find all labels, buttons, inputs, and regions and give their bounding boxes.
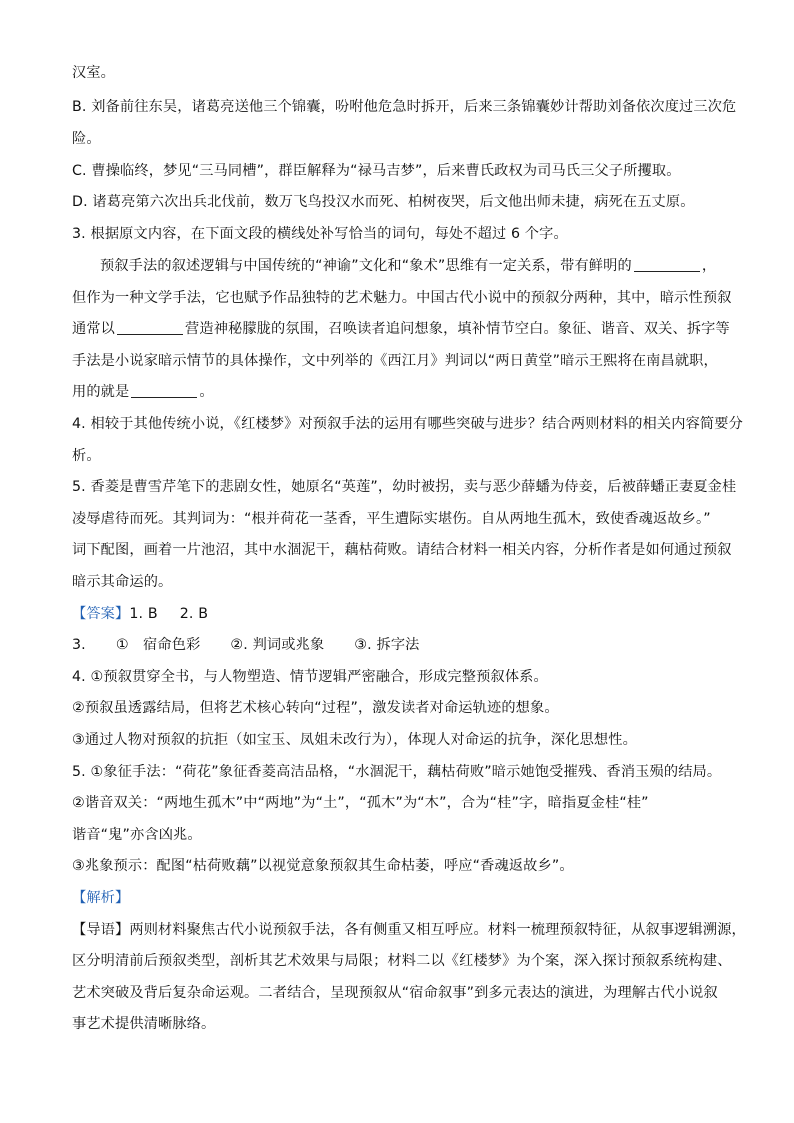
analysis-label: 【解析】 [72, 890, 130, 906]
answer-3-part-2: ②. 判词或兆象 [230, 637, 325, 653]
answer-4-line-1: 4. ①预叙贯穿全书，与人物塑造、情节逻辑严密融合，形成完整预叙体系。 [72, 669, 548, 685]
fill-paragraph-line [72, 319, 732, 339]
fill-paragraph-line [100, 256, 732, 276]
intro-line [72, 920, 746, 940]
text-line: 词下配图，画着一片池沼，其中水涸泥干，藕枯荷败。请结合材料一相关内容，分析作者是如何通过预叙 [72, 542, 732, 558]
text-line: 析。 [72, 448, 101, 464]
text-segment: 。 [199, 384, 214, 400]
text-line: 但作为一种文学手法，它也赋予作品独特的艺术魅力。中国古代小说中的预叙分两种，其中，暗示性预叙 [72, 290, 732, 306]
answer-5-line-2: ②谐音双关：“两地生孤木”中“两地”为“土”，“孤木”为“木”，合为“桂”字，暗指夏金桂“桂” [72, 795, 649, 811]
answer-3-row [72, 635, 732, 655]
text-segment: ， [701, 258, 717, 274]
fill-paragraph-line [72, 382, 732, 402]
text-segment: 营造神秘朦胧的氛围，召唤读者追问想象，填补情节空白。象征、谐音、双关、拆字等 [185, 321, 730, 337]
question-5: 5. 香菱是曹雪芹笔下的悲剧女性，她原名“英莲”，幼时被拐，卖与恶少薛蟠为侍妾，后被薛蟠正妻夏金桂 [72, 479, 737, 495]
option-c: C. 曹操临终，梦见“三马同槽”，群臣解释为“禄马吉梦”，后来曹氏政权为司马氏三父子所攫取。 [72, 163, 681, 179]
answer-2: 2. B [179, 606, 209, 622]
answer-3-part-3: ③. 拆字法 [354, 637, 420, 653]
fill-blank-3 [131, 383, 197, 398]
answer-4-line-3: ③通过人物对预叙的抗拒（如宝玉、凤姐未改行为），体现人对命运的抗争，深化思想性。 [72, 732, 637, 748]
text-segment: 两则材料聚焦古代小说预叙手法，各有侧重又相互呼应。材料一梳理预叙特征，从叙事逻辑溯源， [129, 922, 746, 938]
text-segment: 通常以 [72, 321, 116, 337]
text-line: 事艺术提供清晰脉络。 [72, 1016, 216, 1032]
answer-4-line-2: ②预叙虽透露结局，但将艺术核心转向“过程”，激发读者对命运轨迹的想象。 [72, 700, 559, 716]
answer-1: 1. B [129, 606, 158, 622]
fill-blank-2 [117, 320, 183, 335]
text-segment: 预叙手法的叙述逻辑与中国传统的“神谕”文化和“象术”思维有一定关系，带有鲜明的 [100, 258, 632, 274]
answer-3-part-1: ① 宿命色彩 [115, 637, 201, 653]
option-d: D. 诸葛亮第六次出兵北伐前，数万飞鸟投汉水而死、柏树夜哭，后文他出师未捷，病死在五丈原。 [72, 194, 695, 210]
answer-5-line-3: 谐音“鬼”亦含凶兆。 [72, 827, 202, 843]
question-4: 4. 相较于其他传统小说，《红楼梦》对预叙手法的运用有哪些突破与进步？结合两则材料的相关内容简要分 [72, 416, 743, 432]
answer-3-number: 3. [72, 637, 86, 653]
answer-label: 【答案】 [72, 606, 130, 622]
text-line: 汉室。 [72, 65, 116, 81]
text-segment: 用的就是 [72, 384, 130, 400]
answer-5-line-4: ③兆象预示：配图“枯荷败藕”以视觉意象预叙其生命枯萎，呼应“香魂返故乡”。 [72, 858, 574, 874]
fill-blank-1 [634, 257, 700, 272]
answer-5-line-1: 5. ①象征手法：“荷花”象征香菱高洁品格，“水涸泥干，藕枯荷败”暗示她饱受摧残、香消玉殒的结局。 [72, 764, 722, 780]
text-line: 手法是小说家暗示情节的具体操作，文中列举的《西江月》判词以“两日黄堂”暗示王熙将在南昌就职， [72, 353, 718, 369]
text-line: 区分明清前后预叙类型，剖析其艺术效果与局限；材料二以《红楼梦》为个案，深入探讨预叙系统构建、 [72, 953, 732, 969]
intro-label: 【导语】 [72, 922, 130, 938]
text-line: 凌辱虐待而死。其判词为：“根并荷花一茎香，平生遭际实堪伤。自从两地生孤木，致使香魂返故乡。” [72, 511, 711, 527]
text-line: 艺术突破及背后复杂命运观。二者结合，呈现预叙从“宿命叙事”到多元表达的演进，为理解古代小说叙 [72, 985, 718, 1001]
text-line: 险。 [72, 131, 101, 147]
option-b: B. 刘备前往东吴，诸葛亮送他三个锦囊，吩咐他危急时拆开，后来三条锦囊妙计帮助刘备依次度过三次危 [72, 99, 737, 115]
question-3: 3. 根据原文内容，在下面文段的横线处补写恰当的词句，每处不超过 6 个字。 [72, 226, 568, 242]
answer-row [72, 604, 732, 624]
text-line: 暗示其命运的。 [72, 574, 173, 590]
